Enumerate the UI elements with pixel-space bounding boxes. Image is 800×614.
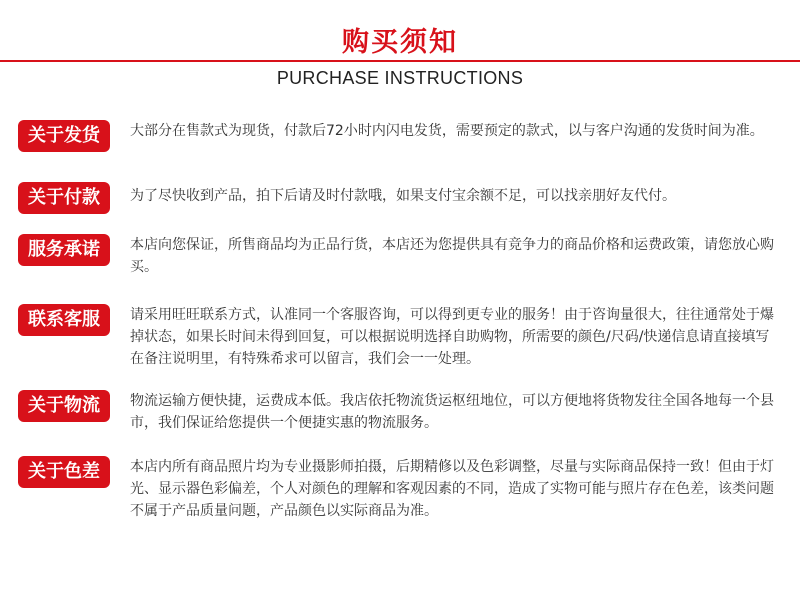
section-badge: 关于付款 <box>18 182 110 214</box>
section-text: 本店向您保证，所售商品均为正品行货，本店还为您提供具有竞争力的商品价格和运费政策，请您放心购买。 <box>130 237 774 275</box>
section-text: 为了尽快收到产品，拍下后请及时付款哦，如果支付宝余额不足，可以找亲朋好友代付。 <box>130 188 676 204</box>
section-text: 本店内所有商品照片均为专业摄影师拍摄，后期精修以及色彩调整，尽量与实际商品保持一致！但由于灯光、显示器色彩偏差，个人对颜色的理解和客观因素的不同，造成了实物可能与照片存在色差，该类问题不属于产品质量问题，产品颜色以实际商品为准。 <box>130 459 774 519</box>
section-badge: 服务承诺 <box>18 234 110 266</box>
section-badge: 关于物流 <box>18 390 110 422</box>
page-subtitle: PURCHASE INSTRUCTIONS <box>276 68 524 88</box>
section-badge: 关于发货 <box>18 120 110 152</box>
page-title: 购买须知 <box>342 27 458 58</box>
section-text: 物流运输方便快捷，运费成本低。我店依托物流货运枢纽地位，可以方便地将货物发往全国各地每一个县市，我们保证给您提供一个便捷实惠的物流服务。 <box>130 393 774 431</box>
header <box>0 0 800 100</box>
title-divider <box>0 60 800 62</box>
section-text: 大部分在售款式为现货，付款后72小时内闪电发货，需要预定的款式，以与客户沟通的发货时间为准。 <box>130 123 764 139</box>
section-badge: 联系客服 <box>18 304 110 336</box>
section-badge: 关于色差 <box>18 456 110 488</box>
section-text: 请采用旺旺联系方式，认准同一个客服咨询，可以得到更专业的服务！由于咨询量很大，往往通常处于爆掉状态，如果长时间未得到回复，可以根据说明选择自助购物，所需要的颜色/尺码/快递信息请直接填写在备注说明里，有特殊希求可以留言，我们会一一处理。 <box>130 307 774 367</box>
